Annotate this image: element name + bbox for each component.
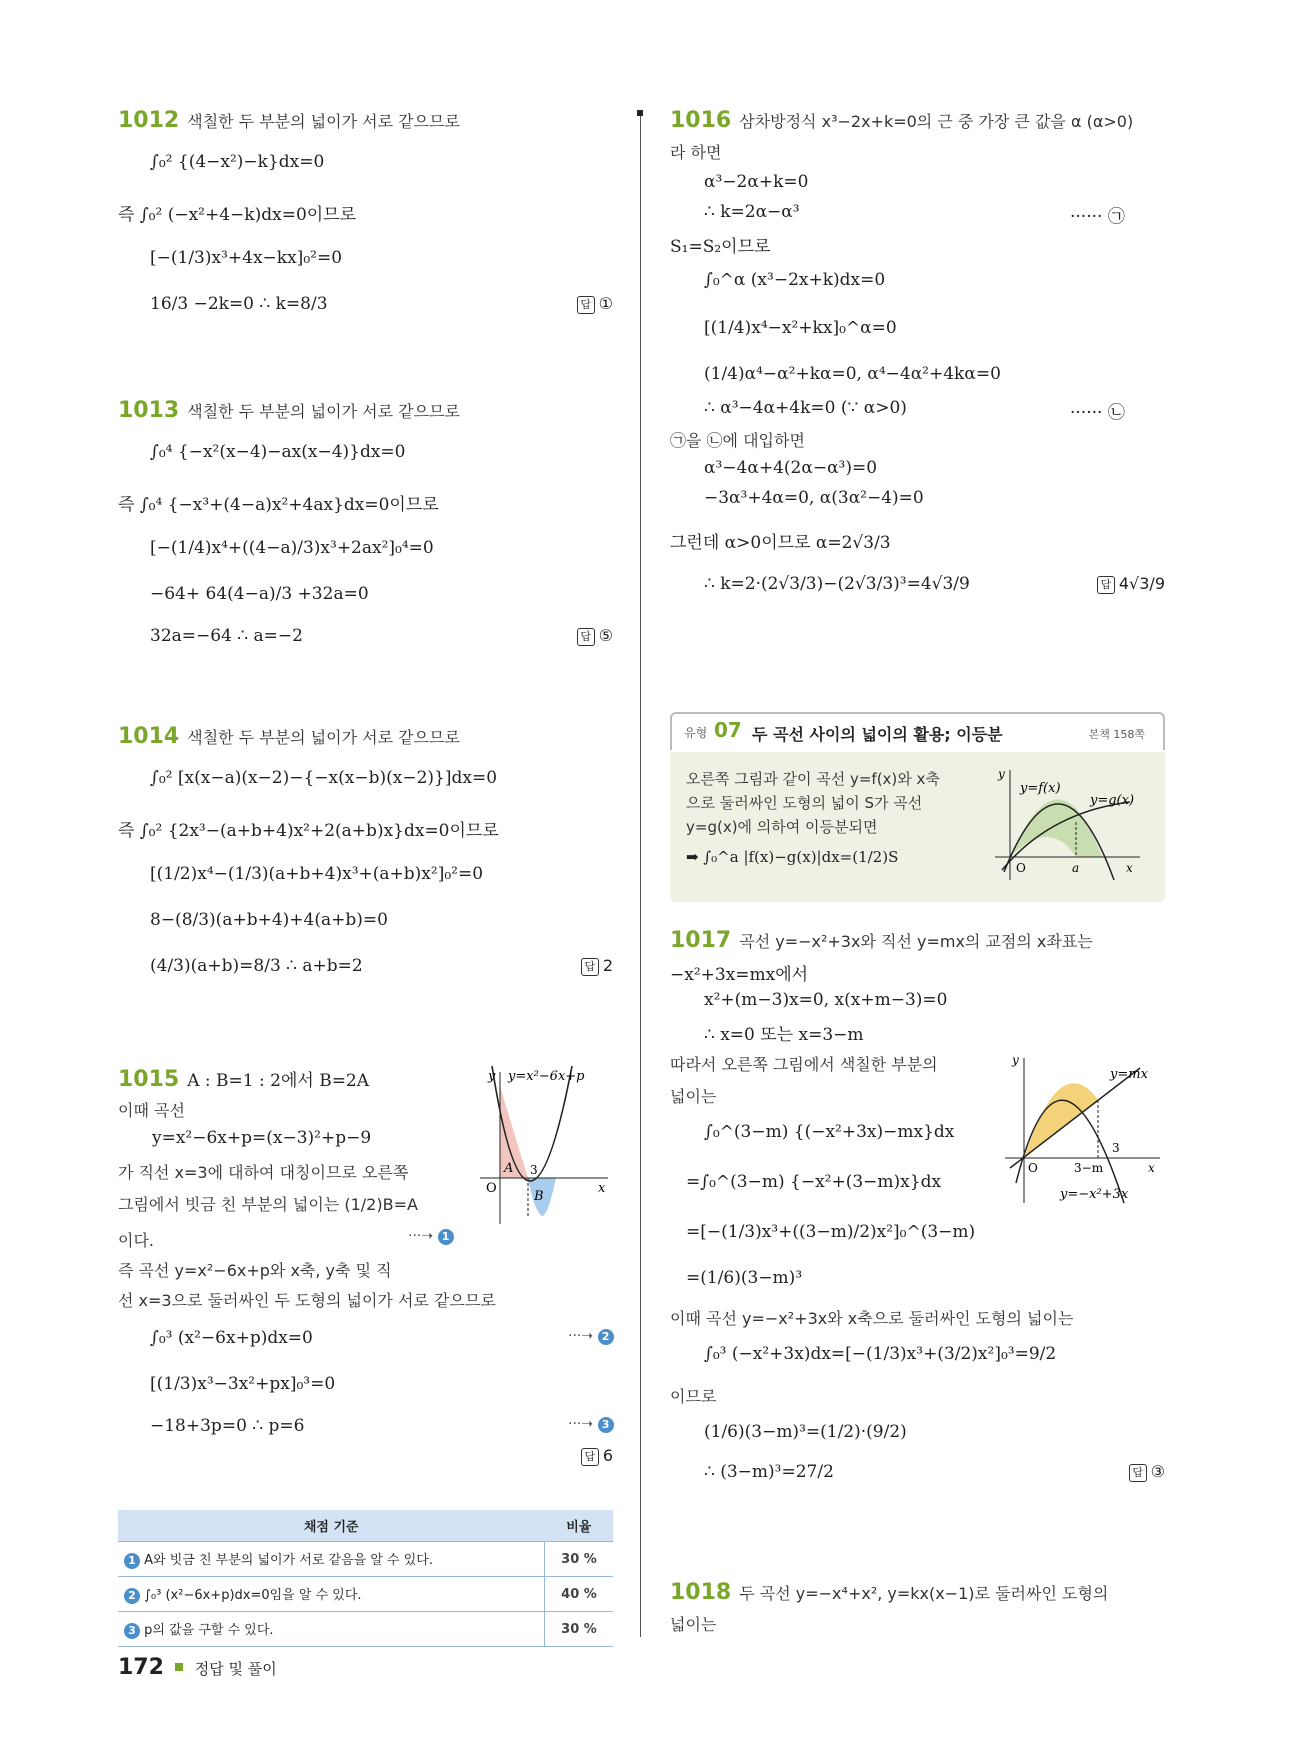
- solution-line: (1/4)α⁴−α²+kα=0, α⁴−4α²+4kα=0: [704, 364, 1001, 384]
- answer-tag-icon: 답: [581, 958, 599, 976]
- solution-line: 8−(8/3)(a+b+4)+4(a+b)=0: [150, 910, 388, 930]
- solution-line: 그림에서 빗금 친 부분의 넓이는 (1/2)B=A: [118, 1195, 418, 1214]
- y-label: y: [488, 1069, 496, 1084]
- problem-intro: 삼차방정식 x³−2x+k=0의 근 중 가장 큰 값을 α (α>0): [739, 112, 1134, 131]
- step-marker: ···➝ 3: [568, 1416, 614, 1433]
- type-number: 07: [714, 718, 742, 742]
- solution-line: [−(1/4)x⁴+((4−a)/3)x³+2ax²]₀⁴=0: [150, 538, 434, 558]
- solution-line: (4/3)(a+b)=8/3 ∴ a+b=2: [150, 956, 363, 976]
- problem-1015: [118, 1066, 613, 1506]
- solution-line: 가 직선 x=3에 대하여 대칭이므로 오른쪽: [118, 1163, 409, 1182]
- solution-line: [−(1/3)x³+4x−kx]₀²=0: [150, 248, 343, 268]
- problem-intro: 두 곡선 y=−x⁴+x², y=kx(x−1)로 둘러싸인 도형의: [739, 1584, 1109, 1603]
- problem-number: 1013: [118, 398, 180, 423]
- solution-line: 즉 곡선 y=x²−6x+p와 x축, y축 및 직: [118, 1261, 392, 1280]
- solution-line: 즉 ∫₀² (−x²+4−k)dx=0이므로: [118, 205, 357, 225]
- solution-line: =∫₀^(3−m) {−x²+(3−m)x}dx: [686, 1172, 942, 1192]
- step-marker: ···➝ 1: [408, 1228, 454, 1245]
- problem-1013: [118, 398, 613, 668]
- problem-intro: 색칠한 두 부분의 넓이가 서로 같으므로: [187, 728, 460, 747]
- intersection-graph-1017: [1000, 1048, 1165, 1208]
- type-ref: 본책 158쪽: [1088, 728, 1145, 741]
- origin-label: O: [1028, 1161, 1038, 1175]
- type-label: 유형: [684, 726, 708, 740]
- type-text: 으로 둘러싸인 도형의 넓이 S가 곡선: [686, 794, 923, 812]
- solution-line: 즉 ∫₀⁴ {−x³+(4−a)x²+4ax}dx=0이므로: [118, 495, 439, 515]
- label-a: A: [504, 1161, 514, 1176]
- solution-line: [(1/2)x⁴−(1/3)(a+b+4)x³+(a+b)x²]₀²=0: [150, 864, 484, 884]
- x-label: x: [1148, 1161, 1155, 1175]
- table-row: 1 A와 빗금 친 부분의 넓이가 서로 같음을 알 수 있다. 30 %: [118, 1542, 613, 1577]
- table-row: 2 ∫₀³ (x²−6x+p)dx=0임을 알 수 있다. 40 %: [118, 1577, 613, 1612]
- bisection-graph: [990, 762, 1155, 882]
- fx-label: y=f(x): [1020, 781, 1061, 796]
- column-divider-marker: [637, 110, 643, 116]
- solution-line: ∴ x=0 또는 x=3−m: [704, 1025, 864, 1045]
- x-label: x: [1126, 861, 1133, 875]
- y-label: y: [998, 767, 1005, 781]
- page-number: 172: [118, 1655, 164, 1680]
- answer-tag-icon: 답: [577, 296, 595, 314]
- type-body: [670, 752, 1165, 902]
- problem-1018: [670, 1580, 1165, 1650]
- column-divider: [640, 112, 641, 1637]
- mx-label: y=mx: [1110, 1067, 1148, 1082]
- answer-tag-icon: 답: [1129, 1464, 1147, 1482]
- solution-line: ∫₀² {(4−x²)−k}dx=0: [150, 152, 325, 172]
- solution-line: =[−(1/3)x³+((3−m)/2)x²]₀^(3−m): [686, 1222, 976, 1242]
- solution-line: [(1/3)x³−3x²+px]₀³=0: [150, 1374, 336, 1394]
- origin-label: O: [486, 1181, 497, 1196]
- solution-line: (1/6)(3−m)³=(1/2)·(9/2): [704, 1422, 907, 1442]
- solution-line: −x²+3x=mx에서: [670, 965, 809, 985]
- solution-line: ∫₀² [x(x−a)(x−2)−{−x(x−b)(x−2)}]dx=0: [150, 768, 498, 788]
- solution-line: 이때 곡선 y=−x²+3x와 x축으로 둘러싸인 도형의 넓이는: [670, 1309, 1074, 1328]
- footer-label: 정답 및 풀이: [194, 1660, 277, 1678]
- answer: 답 ③: [1129, 1462, 1165, 1482]
- solution-line: x²+(m−3)x=0, x(x+m−3)=0: [704, 990, 948, 1010]
- problem-1014: [118, 724, 613, 994]
- problem-number: 1015: [118, 1067, 180, 1092]
- problem-number: 1018: [670, 1580, 732, 1605]
- answer-tag-icon: 답: [577, 628, 595, 646]
- curve-label: y=−x²+3x: [1060, 1187, 1129, 1202]
- problem-intro: A : B=1 : 2에서 B=2A: [187, 1071, 370, 1091]
- solution-line: y=x²−6x+p=(x−3)²+p−9: [152, 1128, 372, 1148]
- type-formula: ➡ ∫₀^a |f(x)−g(x)|dx=(1/2)S: [686, 848, 899, 866]
- grading-rubric-table: [118, 1510, 613, 1647]
- line-mx: [1010, 1068, 1140, 1168]
- page-footer: [118, 1655, 277, 1680]
- solution-line: −64+ 64(4−a)/3 +32a=0: [150, 584, 369, 604]
- solution-line: ∫₀^α (x³−2x+k)dx=0: [704, 270, 886, 290]
- type-07-box: [670, 712, 1165, 902]
- solution-line: 선 x=3으로 둘러싸인 두 도형의 넓이가 서로 같으므로: [118, 1291, 496, 1310]
- solution-line: 즉 ∫₀² {2x³−(a+b+4)x²+2(a+b)x}dx=0이므로: [118, 821, 499, 841]
- solution-line: α³−4α+4(2α−α³)=0: [704, 458, 878, 478]
- type-header: [670, 712, 1165, 750]
- solution-line: 따라서 오른쪽 그림에서 색칠한 부분의: [670, 1055, 938, 1074]
- problem-intro: 색칠한 두 부분의 넓이가 서로 같으므로: [187, 112, 460, 131]
- rubric-header-ratio: 비율: [545, 1510, 614, 1542]
- problem-number: 1014: [118, 724, 180, 749]
- problem-intro: 색칠한 두 부분의 넓이가 서로 같으므로: [187, 402, 460, 421]
- solution-line: 라 하면: [670, 143, 722, 162]
- problem-number: 1017: [670, 928, 732, 953]
- solution-line: S₁=S₂이므로: [670, 237, 771, 257]
- answer-tag-icon: 답: [581, 1448, 599, 1466]
- table-row: 3 p의 값을 구할 수 있다. 30 %: [118, 1612, 613, 1647]
- problem-1012: [118, 108, 613, 348]
- solution-line: −3α³+4α=0, α(3α²−4)=0: [704, 488, 924, 508]
- solution-line: ∴ (3−m)³=27/2: [704, 1462, 834, 1482]
- tick-3: 3: [1112, 1141, 1120, 1155]
- answer: 답 4√3/9: [1097, 574, 1165, 594]
- y-label: y: [1012, 1053, 1019, 1067]
- solution-line: ∴ k=2·(2√3/3)−(2√3/3)³=4√3/9: [704, 574, 970, 594]
- type-text: y=g(x)에 의하여 이등분되면: [686, 818, 878, 836]
- solution-line: ∴ α³−4α+4k=0 (∵ α>0): [704, 398, 907, 418]
- solution-line: ∴ k=2α−α³: [704, 202, 800, 222]
- curve-label: y=x²−6x+p: [508, 1069, 585, 1084]
- label-b: B: [534, 1189, 544, 1204]
- a-label: a: [1072, 861, 1080, 875]
- problem-intro: 곡선 y=−x²+3x와 직선 y=mx의 교점의 x좌표는: [739, 932, 1093, 951]
- solution-line: −18+3p=0 ∴ p=6: [150, 1416, 305, 1436]
- solution-line: 이때 곡선: [118, 1101, 185, 1120]
- solution-line: 넓이는: [670, 1615, 717, 1634]
- solution-line: 넓이는: [670, 1087, 717, 1106]
- rubric-header-criteria: 채점 기준: [118, 1510, 545, 1542]
- solution-line: 이므로: [670, 1387, 717, 1406]
- answer: 답 2: [581, 956, 613, 976]
- origin-label: O: [1016, 861, 1026, 875]
- solution-line: ∫₀³ (−x²+3x)dx=[−(1/3)x³+(3/2)x²]₀³=9/2: [704, 1344, 1057, 1364]
- answer: 답 ①: [577, 294, 613, 314]
- solution-line: α³−2α+k=0: [704, 172, 809, 192]
- gx-label: y=g(x): [1090, 793, 1135, 808]
- problem-number: 1012: [118, 108, 180, 133]
- solution-line: 이다.: [118, 1231, 154, 1250]
- bullet-icon: [175, 1663, 183, 1671]
- type-text: 오른쪽 그림과 같이 곡선 y=f(x)와 x축: [686, 770, 940, 788]
- solution-line: ∫₀³ (x²−6x+p)dx=0: [150, 1328, 313, 1348]
- step-marker: ···➝ 2: [568, 1328, 614, 1345]
- tick-3: 3: [530, 1163, 538, 1177]
- solution-line: =(1/6)(3−m)³: [686, 1268, 803, 1288]
- tick-3m: 3−m: [1074, 1161, 1104, 1175]
- solution-line: ∫₀^(3−m) {(−x²+3x)−mx}dx: [704, 1122, 955, 1142]
- problem-1016: [670, 108, 1165, 668]
- problem-1017: [670, 928, 1165, 1528]
- parabola-graph-1015: [478, 1066, 613, 1226]
- region-yellow: [1024, 1083, 1098, 1158]
- type-title: 두 곡선 사이의 넓이의 활용; 이등분: [752, 725, 1003, 744]
- answer-tag-icon: 답: [1097, 576, 1115, 594]
- solution-line: ㉠을 ㉡에 대입하면: [670, 431, 805, 450]
- equation-marker: ······ ㉡: [1070, 403, 1125, 423]
- solution-line: [(1/4)x⁴−x²+kx]₀^α=0: [704, 318, 897, 338]
- equation-marker: ······ ㉠: [1070, 207, 1125, 227]
- solution-line: 16/3 −2k=0 ∴ k=8/3: [150, 294, 328, 314]
- answer: 답 6: [581, 1446, 613, 1466]
- solution-line: 32a=−64 ∴ a=−2: [150, 626, 303, 646]
- x-label: x: [598, 1181, 606, 1196]
- solution-line: ∫₀⁴ {−x²(x−4)−ax(x−4)}dx=0: [150, 442, 406, 462]
- solution-line: 그런데 α>0이므로 α=2√3/3: [670, 533, 891, 553]
- problem-number: 1016: [670, 108, 732, 133]
- answer: 답 ⑤: [577, 626, 613, 646]
